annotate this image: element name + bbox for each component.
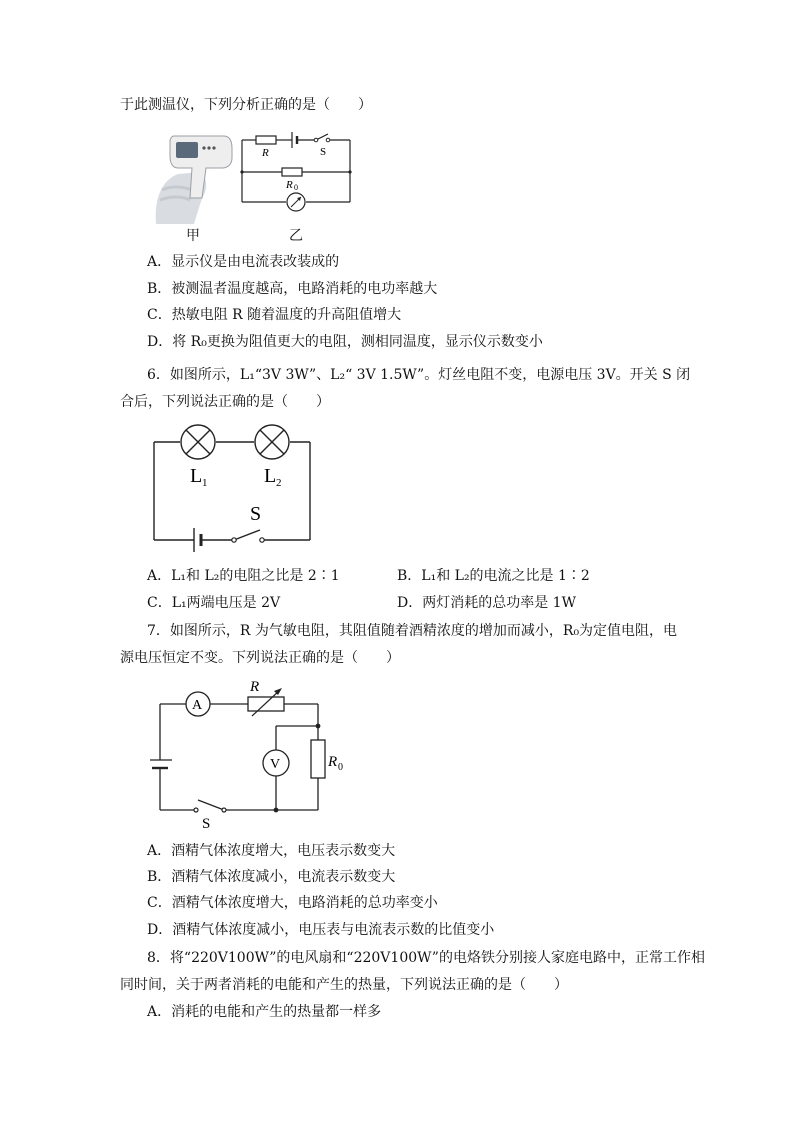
label-s: S (202, 816, 211, 832)
resistor-r0 (282, 168, 302, 176)
q7-option-a: A．酒精气体浓度增大，电压表示数变大 (147, 843, 396, 859)
switch-s (198, 800, 224, 810)
resistor-r (256, 136, 276, 144)
q7-option-b: B．酒精气体浓度减小，电流表示数变大 (147, 869, 396, 885)
q7-option-d: D．酒精气体浓度减小，电压表与电流表示数的比值变小 (147, 922, 495, 938)
label-s: S (320, 146, 327, 158)
gas-sensor-r (248, 697, 284, 711)
q5-option-d: D．将 R₀更换为阻值更大的电阻，测相同温度，显示仪示数变小 (147, 334, 543, 350)
q6-option-c: C．L₁两端电压是 2V (147, 595, 281, 611)
label-r0-sub: 0 (338, 762, 343, 773)
q6-option-a: A．L₁和 L₂的电阻之比是 2∶1 (147, 568, 340, 584)
label-r: R (262, 147, 269, 159)
thermometer-photo (148, 128, 236, 224)
figure-yi-label: 乙 (289, 228, 303, 244)
switch-s (234, 530, 260, 540)
q8-stem-line1: 8．将“220V100W”的电风扇和“220V100W”的电烙铁分别接人家庭电路中，正常工作相 (147, 950, 705, 966)
q8-stem-line2: 同时间，关于两者消耗的电能和产生的热量，下列说法正确的是（ ） (120, 977, 568, 993)
q5-intro: 于此测温仪，下列分析正确的是（ ） (120, 97, 372, 113)
q7-option-c: C．酒精气体浓度增大，电路消耗的总功率变小 (147, 895, 438, 911)
q7-stem-line1: 7．如图所示，R 为气敏电阻，其阻值随着酒精浓度的增加而减小，R₀为定值电阻，电 (147, 623, 678, 639)
q6-stem-line1: 6．如图所示，L₁“3V 3W”、L₂“ 3V 1.5W”。灯丝电阻不变，电源电压 3V。开关 S 闭 (147, 367, 691, 383)
q7-circuit-diagram (150, 676, 350, 832)
q6-option-b: B．L₁和 L₂的电流之比是 1∶2 (397, 568, 590, 584)
q7-stem-line2: 源电压恒定不变。下列说法正确的是（ ） (120, 650, 400, 666)
label-r: R (250, 679, 260, 695)
label-ammeter: A (192, 698, 203, 713)
q6-option-d: D．两灯消耗的总功率是 1W (397, 595, 576, 611)
figure-jia-label: 甲 (186, 228, 200, 244)
label-l1: L (190, 465, 203, 487)
q5-option-b: B．被测温者温度越高，电路消耗的电功率越大 (147, 281, 438, 297)
q5-circuit-diagram (238, 128, 354, 212)
q8-option-a: A．消耗的电能和产生的热量都一样多 (147, 1004, 382, 1020)
label-voltmeter: V (270, 757, 281, 772)
resistor-r0 (311, 740, 325, 778)
label-l1-sub: 1 (202, 477, 208, 489)
label-l2-sub: 2 (276, 477, 282, 489)
label-s: S (250, 503, 262, 525)
label-l2: L (264, 465, 277, 487)
label-r0: R (286, 179, 293, 191)
label-r0: R (328, 754, 338, 770)
q6-stem-line2: 合后，下列说法正确的是（ ） (120, 394, 330, 410)
q5-option-a: A．显示仪是由电流表改装成的 (147, 254, 340, 270)
label-r0-sub: 0 (294, 183, 298, 192)
q6-circuit-diagram (148, 418, 318, 558)
q5-option-c: C．热敏电阻 R 随着温度的升高阻值增大 (147, 307, 402, 323)
